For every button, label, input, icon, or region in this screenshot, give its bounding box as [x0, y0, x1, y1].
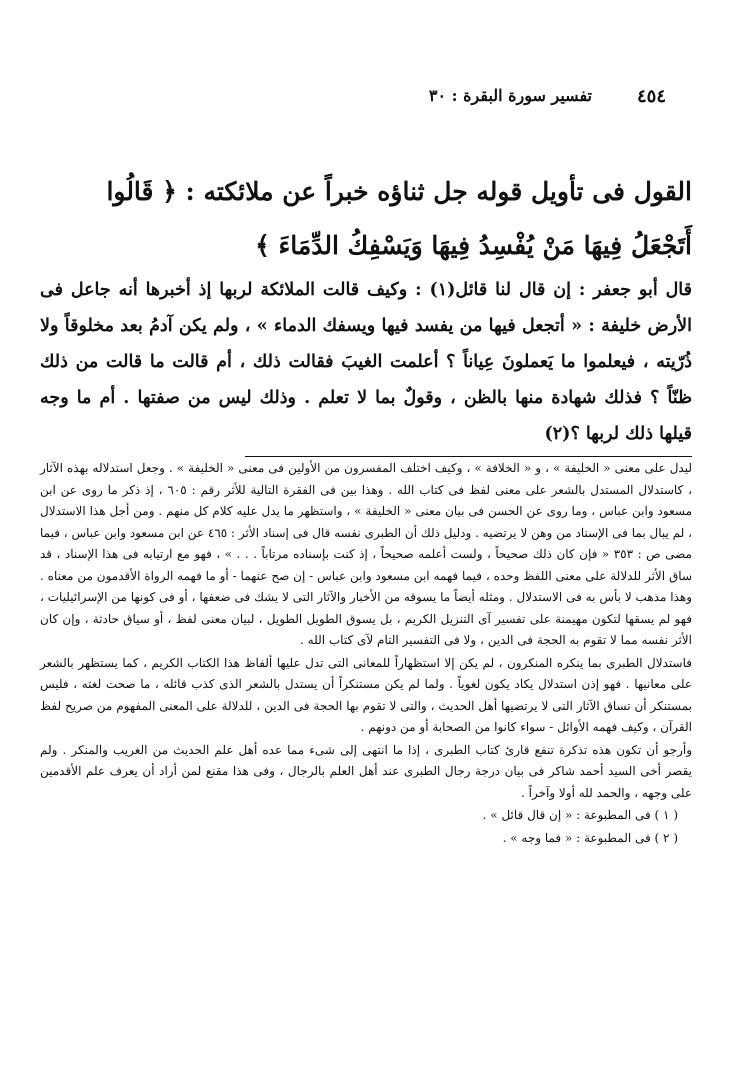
main-text: [40, 272, 692, 452]
footnote-paragraph: فاستدلال الطبرى بما ينكره المنكرون ، لم يكن إلا استظهاراً للمعانى التى تدل عليها ألفاظ هذا الكتاب الكريم ، كما يستظهر بالشعر على معانيها . فهو إذن استدلال يكاد يكون لغوياً . ولما لم يكن مستنكراً أن يستدل بالشعر الذى كذب قائله ، ما صحت لغته ، فليس بمستنكر أن تساق الآثار التى لا يرتضيها أهل الحديث ، والتى لا تقوم بها الحجة فى الدين ، للدلالة على المعنى المفهوم من صريح لفظ القرآن ، وكيف فهمه الأوائل - سواء كانوا من الصحابة أو من دونهم .: [40, 655, 692, 734]
footnote-paragraph: ليدل على معنى « الخليفة » ، و « الخلافة » ، وكيف اختلف المفسرون من الأولين فى معنى « الخليفة » . وجعل استدلاله بهذه الآثار ، كاستدلال المستدل بالشعر على معنى لفظ فى كتاب الله . وهذا بين فى الفقرة التالية للأثر رقم : ٦٠٥ ، إذ ذكر ما روى عن ابن مسعود وابن عباس ، وما روى عن الحسن فى بيان معنى « الخليفة » ، واستظهر ما يدل عليه كلام كل منهم . ومن أجل هذا الاستدلال ، لم يبال بما فى الإسناد من وهن لا يرتضيه . ودليل ذلك أن الطبرى نفسه قال فى إسناد الأثر : ٤٦٥ عن ابن مسعود وابن عباس ، فيما مضى ص : ٣٥٣ « فإن كان ذلك صحيحاً ، ولست أعلمه صحيحاً ، إذ كنت بإسناده مرتاباً . . . » ، فهو مع ارتيابه فى هذا الإسناد ، قد ساق الأثر للدلالة على معنى اللفظ وحده ، فيما فهمه ابن مسعود وابن عباس - إن صح عنهما - أو ما فهمه الرواة الأقدمون من معناه . وهذا مذهب لا بأس به فى الاستدلال . ومثله أيضاً ما يسوقه من الأخبار والآثار التى لا يشك فى ضعفها ، أو فى كونها من الإسرائيليات ، فهو لم يسقها لتكون مهيمنة على تفسير آى التنزيل الكريم ، بل يسوق الطويل الطويل ، لبيان معنى لفظ ، أو سياق حادثة ، وإن كان الأثر نفسه مما لا تقوم به الحجة فى الدين ، ولا فى التفسير التام لآى كتاب الله .: [40, 461, 692, 647]
page-number: ٤٥٤: [636, 86, 666, 107]
body-paragraph: قال أبو جعفر : إن قال لنا قائل(١) : وكيف قالت الملائكة لربها إذ أخبرها أنه جاعل فى الأرض خليفة : « أتجعل فيها من يفسد فيها ويسفك الدماء » ، ولم يكن آدمُ بعد مخلوقاً ولا ذُرّيته ، فيعلموا ما يَعملونَ عِياناً ؟ أعلمت الغيبَ فقالت ذلك ، أم قالت ما قالت من ذلك ظنّاً ؟ فذلك شهادة منها بالظن ، وقولٌ بما لا تعلم . وذلك ليس من صفتها . أم ما وجه قيلها ذلك لربها ؟(٢): [40, 280, 693, 444]
note-1: ( ١ ) فى المطبوعة : « إن قال قائل » .: [482, 808, 678, 822]
section-title: القول فى تأويل قوله جل ثناؤه خبراً عن ملائكته : ﴿ قَالُوا أَتَجْعَلُ فِيهَا مَنْ يُفْسِدُ فِيهَا وَيَسْفِكُ الدِّمَاءَ ﴾: [106, 177, 692, 260]
running-header: تفسير سورة البقرة : ٣٠: [428, 86, 592, 105]
footnote-divider: [245, 456, 692, 457]
footnotes: [40, 458, 692, 850]
footnote-paragraph: وأرجو أن تكون هذه تذكرة تنفع قارئ كتاب الطبرى ، إذا ما انتهى إلى شىء مما عده أهل علم الحديث من الغريب والمنكر . ولم يقصر أخى السيد أحمد شاكر فى بيان درجة رجال الطبرى عند أهل العلم بالرجال ، وفى هذا مقنع لمن أراد أن يعرف علم الأقدمين على وجهه ، والحمد لله أولا وآخراً .: [40, 742, 692, 800]
note-2: ( ٢ ) فى المطبوعة : « فما وجه » .: [502, 830, 678, 845]
